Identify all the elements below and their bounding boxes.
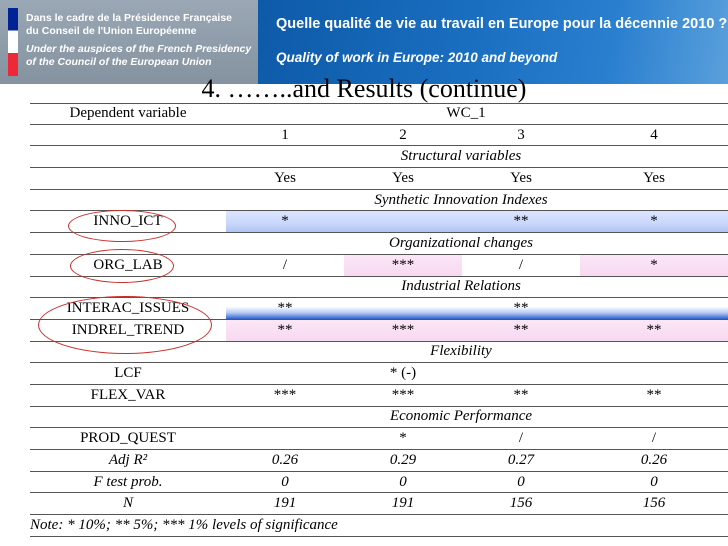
section-label: Organizational changes (388, 234, 534, 251)
row-label: F test prob. (93, 473, 163, 490)
row-label: INTERAC_ISSUES (66, 300, 190, 317)
section-row (30, 277, 728, 299)
row-value-col-3: 0.27 (507, 451, 535, 468)
presidency-fr-line2: du Conseil de l'Union Européenne (26, 25, 197, 37)
row-value-col-3: 0 (517, 473, 525, 490)
table-row (30, 472, 728, 494)
row-value-col-3: ** (462, 320, 580, 341)
row-value-col-4 (580, 363, 728, 384)
row-value-col-1: *** (273, 386, 297, 403)
section-row (30, 407, 728, 429)
table-row (30, 385, 728, 407)
row-value-col-1: 0 (281, 473, 289, 490)
row-value-col-3: ** (462, 211, 580, 232)
section-row (30, 146, 728, 168)
section-label: Flexibility (430, 343, 492, 360)
table-row (30, 168, 728, 190)
row-value-col-4: Yes (643, 169, 665, 186)
row-value-col-4: 0.26 (640, 451, 668, 468)
section-label: Economic Performance (389, 408, 533, 425)
row-value-col-4: * (580, 255, 728, 276)
table-row (30, 450, 728, 472)
row-label: LCF (114, 365, 142, 382)
row-value-col-2 (344, 211, 462, 232)
row-value-col-4: ** (580, 320, 728, 341)
row-value-col-4: ** (646, 386, 662, 403)
row-value-col-3: / (518, 430, 524, 447)
table-row (30, 255, 728, 277)
presidency-panel (0, 0, 258, 84)
row-value-col-1 (226, 363, 344, 384)
row-label: INNO_ICT (93, 213, 163, 230)
row-value-col-1: * (226, 211, 344, 232)
row-value-col-3: / (518, 256, 524, 273)
row-value-col-1: Yes (274, 169, 296, 186)
column-header-3: 3 (517, 126, 525, 143)
conference-title-panel (258, 0, 728, 84)
row-label (30, 168, 226, 189)
row-value-col-2: *** (344, 320, 462, 341)
row-value-col-1: / (282, 256, 288, 273)
row-value-col-2: 0 (399, 473, 407, 490)
row-value-col-2: * (-) (389, 365, 417, 382)
row-label: N (122, 495, 133, 512)
row-value-col-3: ** (462, 298, 580, 319)
row-value-col-3: ** (513, 386, 529, 403)
presidency-en-line1: Under the auspices of the French Presidency (26, 43, 252, 55)
conference-title-en: Quality of work in Europe: 2010 and beyond (276, 50, 558, 65)
row-value-col-3 (462, 363, 580, 384)
row-value-col-3: Yes (510, 169, 532, 186)
section-label: Synthetic Innovation Indexes (374, 191, 548, 208)
table-row (30, 493, 728, 515)
row-value-col-4 (580, 298, 728, 319)
dependent-variable-value: WC_1 (446, 105, 486, 122)
row-value-col-4: 0 (650, 473, 658, 490)
column-header-4: 4 (650, 126, 658, 143)
french-flag-icon (8, 8, 18, 76)
row-value-col-1 (226, 428, 344, 449)
row-value-col-2: Yes (392, 169, 414, 186)
section-label: Industrial Relations (401, 278, 521, 295)
row-value-col-1: 0.26 (271, 451, 299, 468)
conference-title-fr: Quelle qualité de vie au travail en Europe pour la décennie 2010 ? (276, 16, 728, 32)
presidency-fr-line1: Dans le cadre de la Présidence Française (26, 12, 233, 24)
row-value-col-1: ** (226, 298, 344, 319)
row-value-col-4: 156 (642, 495, 666, 512)
conference-banner (0, 0, 728, 84)
section-row (30, 342, 728, 364)
row-value-col-4: * (580, 211, 728, 232)
row-label: ORG_LAB (93, 256, 163, 273)
row-label: INDREL_TREND (71, 321, 185, 338)
note-row (30, 515, 728, 537)
row-value-col-1: 191 (273, 495, 297, 512)
slide-title: 4. ……..and Results (continue) (201, 74, 527, 103)
table-row (30, 298, 728, 320)
row-value-col-1: ** (226, 320, 344, 341)
section-row (30, 190, 728, 212)
row-value-col-4: / (651, 430, 657, 447)
row-value-col-3: 156 (509, 495, 533, 512)
section-row (30, 233, 728, 255)
presidency-text-fr (26, 12, 232, 38)
row-value-col-2 (344, 298, 462, 319)
results-table (30, 103, 728, 537)
header-row-columns (30, 125, 728, 147)
row-label: PROD_QUEST (80, 430, 176, 447)
row-value-col-2: *** (391, 386, 415, 403)
row-value-col-2: *** (344, 255, 462, 276)
table-row (30, 428, 728, 450)
row-value-col-2: 191 (391, 495, 415, 512)
table-row (30, 363, 728, 385)
column-header-1: 1 (281, 126, 289, 143)
table-row (30, 211, 728, 233)
row-value-col-2: 0.29 (389, 451, 417, 468)
row-label: FLEX_VAR (90, 386, 166, 403)
column-header-2: 2 (399, 126, 407, 143)
dependent-variable-label: Dependent variable (69, 105, 187, 122)
presidency-en-line2: of the Council of the European Union (26, 56, 212, 68)
presidency-text-en (26, 43, 251, 69)
header-row-dependent (30, 103, 728, 125)
section-label: Structural variables (400, 148, 522, 165)
row-label: Adj R² (108, 451, 148, 468)
table-row (30, 320, 728, 342)
row-value-col-2: * (399, 430, 407, 447)
significance-note: Note: * 10%; ** 5%; *** 1% levels of significance (30, 516, 338, 533)
